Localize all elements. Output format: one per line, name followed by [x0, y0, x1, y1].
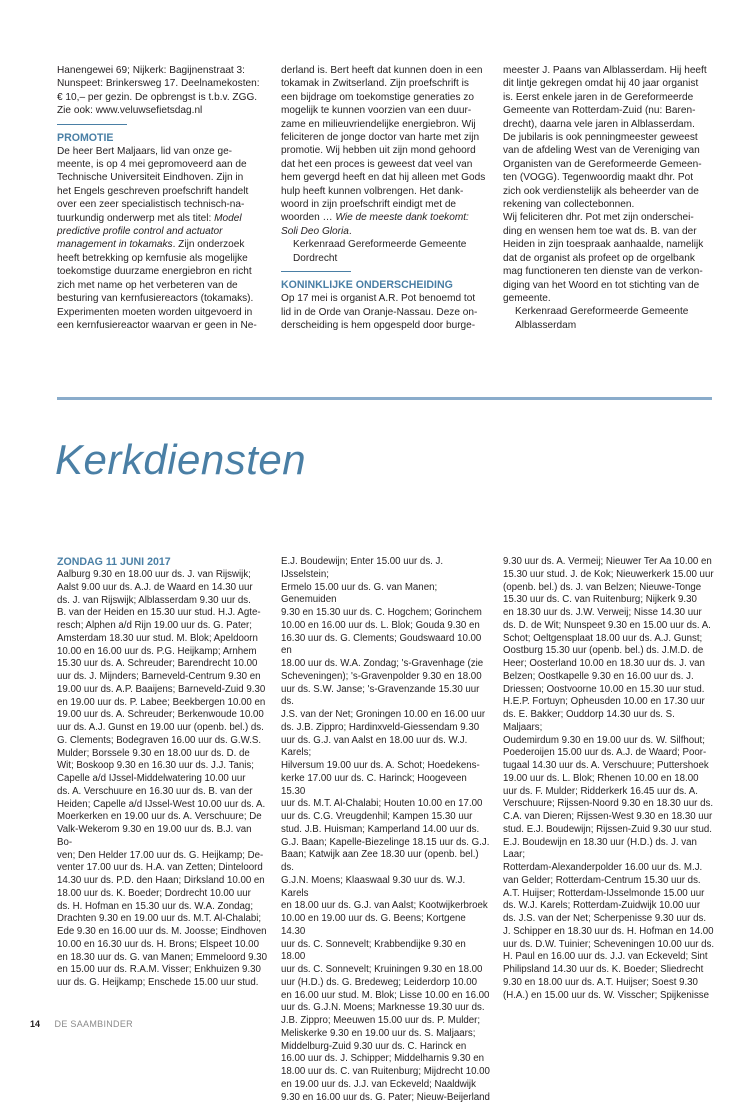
services-list: Aalburg 9.30 en 18.00 uur ds. J. van Rijswijk; Aalst 9.00 uur ds. A.J. de Waard en 14.30 uur ds. J. van Rijswijk; Alblasserdam 9.30 uur ds. B. van der Heiden en 15.30 uur stud. H.J. Agte- resch; Alphen a/d Rijn 19.00 uur ds. G. Pater; Amsterdam 18.30 uur stud. M. Blok; Apeldoorn 10.00 en 16.00 uur ds. P.G. Heijkamp; Arnhem 15.30 uur ds. A. Schreuder; Barendrecht 10.00 uur ds. J. Mijnders; Barneveld-Centrum 9.30 en 19.00 uur ds. A.P. Baaijens; Barneveld-Zuid 9.30 en 19.00 uur ds. P. Labee; Beekbergen 10.00 en 19.00 uur ds. A. Schreuder; Berkenwoude 10.00 uur ds. A.J. Gunst en 19.00 uur (openb. bel.) ds. G. Clements; Bodegraven 16.00 uur ds. G.W.S. Mulder; Borssele 9.30 en 18.00 uur ds. D. de Wit; Boskoop 9.30 en 16.30 uur ds. J.J. Tanis; Capelle a/d IJssel-Middelwatering 10.00 uur ds. A. Verschuure en 16.30 uur ds. B. van der Heiden; Capelle a/d IJssel-West 10.00 uur ds. A. Moerkerken en 19.00 uur ds. A. Verschuure; De Valk-Wekerom 9.30 en 19.00 uur ds. B.J. van Bo- ven; Den Helder 17.00 uur ds. G. Heijkamp; De- venter 17.00 uur ds. H.A. van Zetten; Dinteloord 14.30 uur ds. P.D. den Haan; Dirksland 10.00 en 18.00 uur ds. K. Boeder; Dordrecht 10.00 uur ds. H. Hofman en 15.30 uur ds. W.A. Zondag; Drachten 9.30 en 19.00 uur ds. M.T. Al-Chalabi; Ede 9.30 en 16.00 uur ds. M. Joosse; Eindhoven 10.00 en 16.30 uur ds. H. Brons; Elspeet 10.00 en 18.30 uur ds. G. van Manen; Emmeloord 9.30 en 15.00 uur ds. R.A.M. Visser; Enkhuizen 9.30 uur ds. G. Heijkamp; Enschede 15.00 uur stud. — [57, 569, 268, 988]
onderscheiding-heading: KONINKLIJKE ONDERSCHEIDING — [281, 279, 453, 292]
onderscheiding-text: Op 17 mei is organist A.R. Pot benoemd tot lid in de Orde van Oranje-Nassau. Deze on- derscheiding is hem opgespeld door burge- — [281, 293, 478, 331]
quote-period: . — [348, 225, 352, 237]
kerkdiensten-column-3 — [503, 556, 715, 1002]
page-number: 14 — [30, 1019, 41, 1029]
onderscheiding-signature: Kerkenraad Gereformeerde Gemeente Alblasserdam — [515, 306, 689, 331]
top-column-3 — [503, 64, 714, 332]
promotie-signature: Kerkenraad Gereformeerde Gemeente Dordrecht — [293, 239, 467, 264]
top-column-1 — [57, 64, 265, 332]
magazine-name: DE SAAMBINDER — [54, 1019, 133, 1029]
section-divider — [57, 397, 712, 400]
promotie-continued-text: derland is. Bert heeft dat kunnen doen in een tokamak in Zwitserland. Zijn proefschrift is een bijdrage om toekomstige generaties zo mogelijk te kunnen voorzien van een duur- zame en milieuvriendelijke energiebron. Wij feliciteren de jonge doctor van harte met zijn promotie. Wij hebben uit zijn mond gehoord dat het een proces is geweest dat veel van hem gevergd heeft en dat hij alleen met Gods hulp heeft kunnen volbrengen. Het dank- woord in zijn proefschrift eindigt met de woorden … — [281, 65, 486, 224]
onderscheiding-continued: meester J. Paans van Alblasserdam. Hij heeft dit lintje gekregen omdat hij 40 jaar organist is. Eerst enkele jaren in de Gereformeerde Gemeente van Rotterdam-Zuid (nu: Baren- drecht), daarna vele jaren in Alblasserdam. De jubilaris is ook penningmeester geweest van de afdeling West van de Vereniging van Organisten van de Gereformeerde Gemeen- ten (VOGG). Tegenwoordig maakt dhr. Pot zich ook verdienstelijk als beheerder van de rekening van collectebonnen. Wij feliciteren dhr. Pot met zijn onderschei- ding en wensen hem toe wat ds. B. van der Heiden in zijn toespraak aanhaalde, namelijk dat de organist als profeet op de orgelbank mag functioneren ten dienste van de verkon- diging van het Woord en tot stichting van de gemeente. — [503, 65, 707, 304]
kerkdiensten-column-2 — [281, 556, 491, 1104]
promotie-heading: PROMOTIE — [57, 131, 114, 144]
promotie-text-end: . Zijn onderzoek heeft betrekking op kernfusie als mogelijke toekomstige duurzame energiebron en richt zich met name op het verbeteren van de besturing van kernfusiereactors (tokamaks). Experimenten moeten worden uitgevoerd in een kernfusiereactor waarvan er geen in Ne- — [57, 239, 257, 331]
promotie-thesis-title: Model predictive profile control and actuator management in tokamaks — [57, 212, 242, 251]
promotie-quote: Wie de meeste dank toekomt: Soli Deo Gloria — [281, 212, 469, 237]
promotie-continued — [281, 64, 488, 238]
date-heading: ZONDAG 11 JUNI 2017 — [57, 556, 171, 568]
promotie-text — [57, 145, 265, 333]
services-list: E.J. Boudewijn; Enter 15.00 uur ds. J. IJsselstein; Ermelo 15.00 uur ds. G. van Manen; Genemuiden 9.30 en 15.30 uur ds. C. Hogchem; Gorinchem 10.00 en 16.00 uur ds. L. Blok; Gouda 9.30 en 16.30 uur ds. G. Clements; Goudswaard 10.00 en 18.00 uur ds. W.A. Zondag; 's-Gravenhage (zie Scheveningen); 's-Gravenpolder 9.30 en 18.00 uur ds. S.W. Janse; 's-Gravenzande 15.30 uur ds. J.S. van der Net; Groningen 10.00 en 16.00 uur ds. J.B. Zippro; Hardinxveld-Giessendam 9.30 uur ds. G.J. van Aalst en 18.00 uur ds. W.J. Karels; Hilversum 19.00 uur ds. A. Schot; Hoedekens- kerke 17.00 uur ds. C. Harinck; Hoogeveen 15.30 uur ds. M.T. Al-Chalabi; Houten 10.00 en 17.00 uur ds. C.G. Vreugdenhil; Kampen 15.30 uur stud. J.B. Huisman; Kamperland 14.00 uur ds. G.J. Baan; Kapelle-Biezelinge 18.15 uur ds. G.J. Baan; Katwijk aan Zee 18.30 uur (openb. bel.) ds. G.J.N. Moens; Klaaswaal 9.30 uur ds. W.J. Karels en 18.00 uur ds. G.J. van Aalst; Kootwijkerbroek 10.00 en 19.00 uur ds. G. Beens; Kortgene 14.30 uur ds. C. Sonnevelt; Krabbendijke 9.30 en 18.00 uur ds. C. Sonnevelt; Kruiningen 9.30 en 18.00 uur (H.D.) ds. G. Bredeweg; Leiderdorp 10.00 en 16.00 uur stud. M. Blok; Lisse 10.00 en 16.00 uur ds. G.J.N. Moens; Marknesse 19.30 uur ds. J.B. Zippro; Meeuwen 15.00 uur ds. P. Mulder; Meliskerke 9.30 en 19.00 uur ds. S. Maljaars; Middelburg-Zuid 9.30 uur ds. C. Harinck en 16.00 uur ds. J. Schipper; Middelharnis 9.30 en 18.00 uur ds. C. van Ruitenburg; Mijdrecht 10.00 en 19.00 uur ds. J.J. van Eckeveld; Naaldwijk 9.30 en 16.00 uur ds. G. Pater; Nieuw-Beijerland — [281, 556, 490, 1103]
top-column-2 — [281, 64, 488, 332]
kerkdiensten-column-1 — [57, 556, 269, 990]
heading-rule — [57, 124, 127, 125]
page-footer — [30, 1019, 133, 1029]
section-title: Kerkdiensten — [55, 436, 307, 483]
heading-rule — [281, 271, 351, 272]
intro-text: Hanengewei 69; Nijkerk: Bagijnenstraat 3: Nunspeet: Brinkersweg 17. Deelnamekosten: € 10,– per gezin. De opbrengst is t.b.v. ZGG. Zie ook: www.veluwsefietsdag.nl — [57, 65, 260, 117]
services-list: 9.30 uur ds. A. Vermeij; Nieuwer Ter Aa 10.00 en 15.30 uur stud. J. de Kok; Nieuwerkerk 15.00 uur (openb. bel.) ds. J. van Belzen; Nieuwe-Tonge 15.30 uur ds. C. van Ruitenburg; Nijkerk 9.30 en 18.30 uur ds. J.W. Verweij; Nisse 14.30 uur ds. D. de Wit; Nunspeet 9.30 en 15.00 uur ds. A. Schot; Oeltgensplaat 18.00 uur ds. A.J. Gunst; Oostburg 15.30 uur (openb. bel.) ds. J.M.D. de Heer; Oosterland 10.00 en 18.30 uur ds. J. van Belzen; Oostkapelle 9.30 en 16.00 uur ds. J. Driessen; Oostvoorne 10.00 en 15.30 uur stud. H.E.P. Fortuyn; Opheusden 10.00 en 17.30 uur ds. E. Bakker; Ouddorp 14.30 uur ds. S. Maljaars; Oudemirdum 9.30 en 19.00 uur ds. W. Silfhout; Poederoijen 15.00 uur ds. A.J. de Waard; Poor- tugaal 14.30 uur ds. A. Verschuure; Puttershoek 19.00 uur ds. L. Blok; Rhenen 10.00 en 18.00 uur ds. F. Mulder; Ridderkerk 16.45 uur ds. A. Verschuure; Rijssen-Noord 9.30 en 18.30 uur ds. C.A. van Dieren; Rijssen-West 9.30 en 18.30 uur stud. E.J. Boudewijn; Rijssen-Zuid 9.30 uur stud. E.J. Boudewijn en 18.30 uur (H.D.) ds. J. van Laar; Rotterdam-Alexanderpolder 16.00 uur ds. M.J. van Gelder; Rotterdam-Centrum 15.30 uur ds. A.T. Huijser; Rotterdam-IJsselmonde 15.00 uur ds. W.J. Karels; Rotterdam-Zuidwijk 10.00 uur ds. J.S. van der Net; Scherpenisse 9.30 uur ds. J. Schipper en 18.30 uur ds. H. Hofman en 14.00 uur ds. D.W. Tuinier; Scheveningen 10.00 uur ds. H. Paul en 16.00 uur ds. J.J. van Eckeveld; Sint Philipsland 14.30 uur ds. K. Boeder; Sliedrecht 9.30 en 18.00 uur ds. A.T. Huijser; Soest 9.30 (H.A.) en 15.00 uur ds. W. Visscher; Spijkenisse — [503, 556, 715, 1001]
promotie-text-start: De heer Bert Maljaars, lid van onze ge- meente, is op 4 mei gepromoveerd aan de Technische Universiteit Eindhoven. Zijn in het Engels geschreven proefschrift handelt over een zeer specialistisch technisch-na- tuurkundig onderwerp met als titel: — [57, 145, 249, 224]
